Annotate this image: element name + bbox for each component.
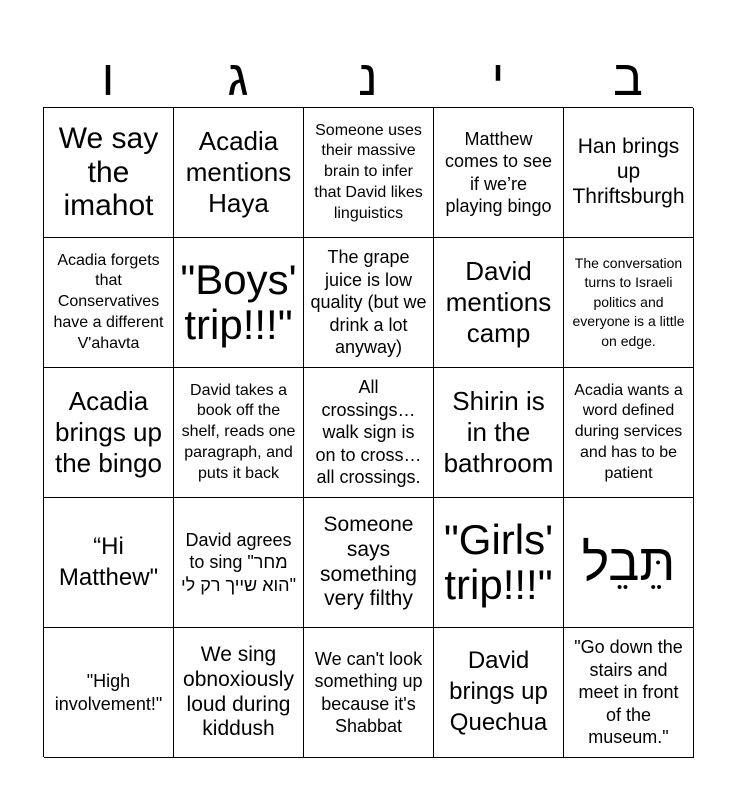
cell-text: We sing obnoxiously loud during kiddush: [183, 642, 294, 741]
bingo-cell[interactable]: [174, 108, 304, 238]
bingo-cell[interactable]: [564, 238, 694, 368]
bingo-cell[interactable]: [174, 498, 304, 628]
cell-text: Matthew comes to see if we’re playing bingo: [444, 128, 553, 216]
cell-text: Acadia mentions Haya: [185, 125, 292, 219]
bingo-cell[interactable]: [564, 628, 694, 758]
cell-text: Someone uses their massive brain to infer that David likes linguistics: [314, 121, 423, 222]
bingo-cell[interactable]: [304, 628, 434, 758]
header-letter: ג: [227, 50, 249, 106]
cell-text: “Hi Matthew": [58, 532, 159, 591]
bingo-cell[interactable]: [564, 108, 694, 238]
bingo-cell[interactable]: [174, 368, 304, 498]
bingo-cell[interactable]: [174, 628, 304, 758]
cell-text: Shirin is in the bathroom: [443, 385, 554, 479]
cell-text: All crossings… walk sign is on to cross… all crossings.: [315, 377, 422, 488]
bingo-cell[interactable]: [304, 498, 434, 628]
bingo-cell[interactable]: [434, 498, 564, 628]
bingo-cell[interactable]: [434, 238, 564, 368]
cell-text: David brings up Quechua: [449, 647, 548, 736]
bingo-cell[interactable]: [564, 498, 694, 628]
bingo-cell[interactable]: [304, 238, 434, 368]
cell-text: We say the imahot: [58, 122, 159, 223]
bingo-cell[interactable]: [44, 498, 174, 628]
bingo-header: [43, 48, 693, 108]
cell-text: תֵּבֵל: [581, 533, 676, 592]
bingo-cell[interactable]: [174, 238, 304, 368]
cell-text: David agrees to sing "מחר הוא שייך רק לי": [181, 529, 296, 595]
cell-text: Han brings up Thriftsburgh: [572, 135, 685, 208]
cell-text: Acadia brings up the bingo: [55, 385, 162, 479]
header-letter: ו: [101, 50, 115, 106]
bingo-cell[interactable]: [44, 628, 174, 758]
header-letter: נ: [358, 50, 378, 106]
cell-text: Someone says something very filthy: [320, 512, 417, 611]
bingo-cell[interactable]: [44, 368, 174, 498]
bingo-cell[interactable]: [434, 108, 564, 238]
cell-text: David mentions camp: [445, 255, 552, 349]
cell-text: We can't look something up because it's Shabbat: [314, 648, 423, 736]
header-letter: ב: [613, 50, 643, 106]
cell-text: "High involvement!": [54, 671, 163, 714]
cell-text: "Girls' trip!!!": [443, 516, 554, 608]
bingo-cell[interactable]: [304, 368, 434, 498]
bingo-board: [43, 107, 693, 757]
header-letter: י: [491, 50, 505, 106]
cell-text: Acadia forgets that Conservatives have a different V'ahavta: [53, 251, 164, 352]
cell-text: "Boys' trip!!!": [180, 256, 297, 348]
cell-text: Acadia wants a word defined during services and has to be patient: [574, 381, 683, 482]
cell-text: The conversation turns to Israeli politics and everyone is a little on edge.: [572, 254, 685, 349]
bingo-cell[interactable]: [44, 108, 174, 238]
cell-text: The grape juice is low quality (but we drink a lot anyway): [310, 247, 427, 358]
bingo-cell[interactable]: [44, 238, 174, 368]
cell-text: David takes a book off the shelf, reads one paragraph, and puts it back: [181, 381, 296, 482]
bingo-cell[interactable]: [304, 108, 434, 238]
bingo-cell[interactable]: [564, 368, 694, 498]
cell-text: "Go down the stairs and meet in front of the museum.": [574, 637, 683, 748]
bingo-cell[interactable]: [434, 628, 564, 758]
bingo-cell[interactable]: [434, 368, 564, 498]
